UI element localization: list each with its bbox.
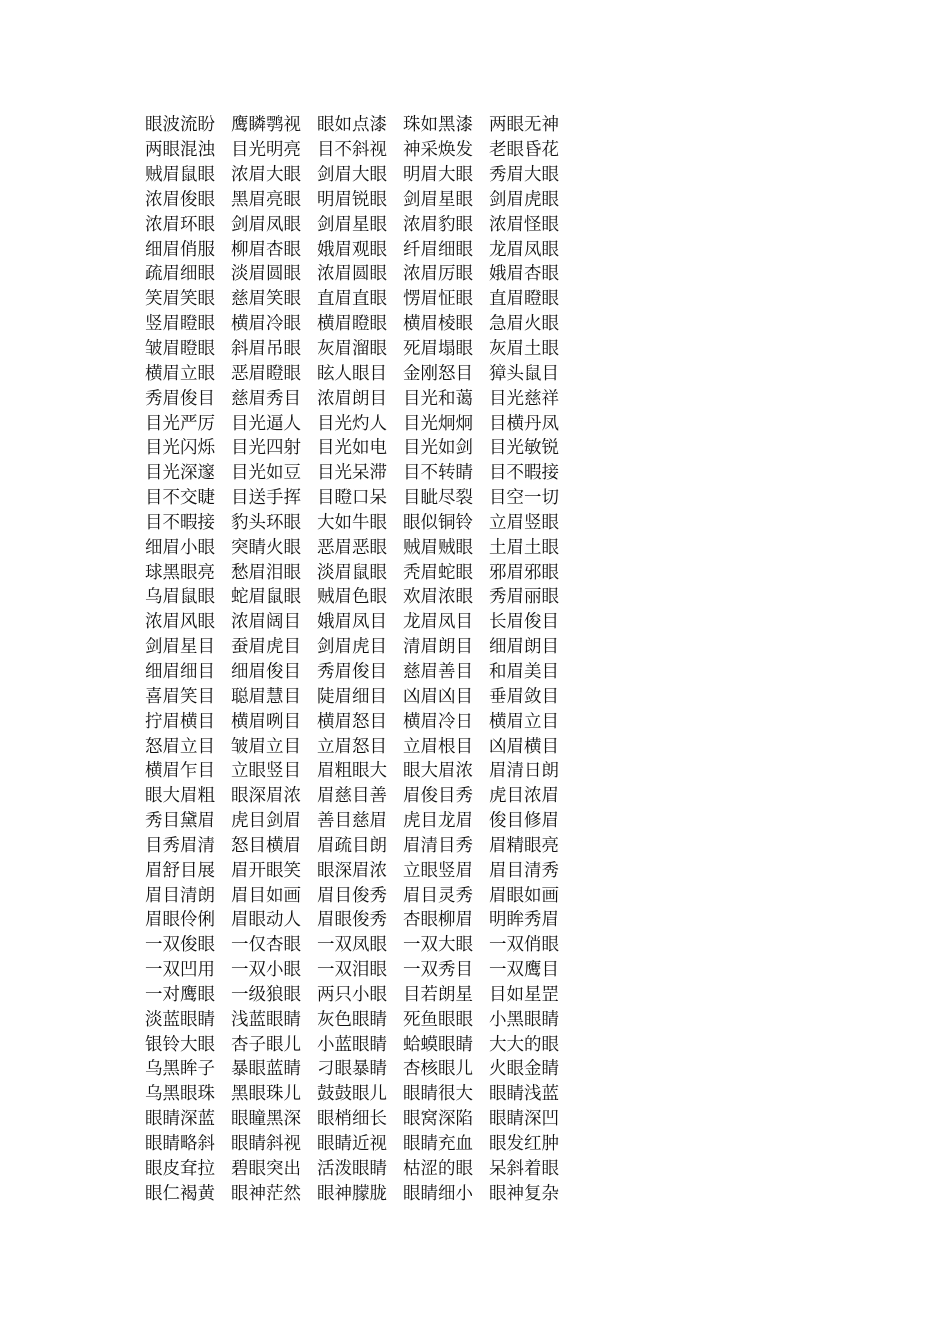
phrase-cell: 虎目龙眉 bbox=[403, 811, 473, 832]
phrase-cell: 秀眉丽眼 bbox=[489, 587, 559, 608]
phrase-cell: 目光敏锐 bbox=[489, 438, 559, 459]
phrase-cell: 刁眼暴睛 bbox=[317, 1059, 387, 1080]
phrase-row bbox=[145, 212, 585, 237]
phrase-cell: 珠如黑漆 bbox=[403, 115, 473, 136]
phrase-cell: 眼睛斜视 bbox=[231, 1134, 301, 1155]
phrase-cell: 横眉瞪眼 bbox=[317, 314, 387, 335]
phrase-row bbox=[145, 983, 585, 1008]
phrase-cell: 剑眉凤眼 bbox=[231, 214, 301, 235]
phrase-row bbox=[145, 660, 585, 685]
phrase-cell: 眼仁褐黄 bbox=[145, 1183, 215, 1204]
phrase-cell: 剑眉大眼 bbox=[317, 165, 387, 186]
phrase-cell: 一双俊眼 bbox=[145, 935, 215, 956]
phrase-cell: 娥眉杏眼 bbox=[489, 264, 559, 285]
phrase-row bbox=[145, 560, 585, 585]
phrase-cell: 活泼眼睛 bbox=[317, 1158, 387, 1179]
phrase-row bbox=[145, 1082, 585, 1107]
phrase-row bbox=[145, 411, 585, 436]
phrase-cell: 眼神茫然 bbox=[231, 1183, 301, 1204]
phrase-cell: 一双大眼 bbox=[403, 935, 473, 956]
phrase-cell: 秀眉俊目 bbox=[317, 661, 387, 682]
phrase-cell: 暴眼蓝睛 bbox=[231, 1059, 301, 1080]
phrase-cell: 陡眉细目 bbox=[317, 686, 387, 707]
phrase-cell: 恶眉恶眼 bbox=[317, 537, 387, 558]
phrase-cell: 柳眉杏眼 bbox=[231, 239, 301, 260]
phrase-cell: 碧眼突出 bbox=[231, 1158, 301, 1179]
phrase-cell: 目瞪口呆 bbox=[317, 488, 387, 509]
phrase-cell: 龙眉凤眼 bbox=[489, 239, 559, 260]
phrase-cell: 细眉朗目 bbox=[489, 637, 559, 658]
phrase-cell: 眼似铜铃 bbox=[403, 512, 473, 533]
phrase-cell: 明眉大眼 bbox=[403, 165, 473, 186]
phrase-cell: 神采焕发 bbox=[403, 140, 473, 161]
phrase-cell: 直眉直眼 bbox=[317, 289, 387, 310]
phrase-cell: 眼神复杂 bbox=[489, 1183, 559, 1204]
phrase-cell: 眉开眼笑 bbox=[231, 860, 301, 881]
phrase-cell: 淡眉鼠眼 bbox=[317, 562, 387, 583]
phrase-row bbox=[145, 784, 585, 809]
phrase-cell: 小黑眼睛 bbox=[489, 1009, 559, 1030]
phrase-row bbox=[145, 1156, 585, 1181]
phrase-cell: 鹰瞵鹗视 bbox=[231, 115, 301, 136]
phrase-cell: 目不交睫 bbox=[145, 488, 215, 509]
phrase-cell: 乌黑眸子 bbox=[145, 1059, 215, 1080]
phrase-cell: 一双俏眼 bbox=[489, 935, 559, 956]
phrase-cell: 眉清目秀 bbox=[403, 835, 473, 856]
phrase-row bbox=[145, 386, 585, 411]
phrase-row bbox=[145, 585, 585, 610]
phrase-cell: 眼发红肿 bbox=[489, 1134, 559, 1155]
phrase-cell: 目光深邃 bbox=[145, 463, 215, 484]
phrase-cell: 慈眉笑眼 bbox=[231, 289, 301, 310]
phrase-cell: 急眉火眼 bbox=[489, 314, 559, 335]
phrase-cell: 眼睛很大 bbox=[403, 1084, 473, 1105]
phrase-cell: 目不暇接 bbox=[145, 512, 215, 533]
phrase-cell: 笑眉笑眼 bbox=[145, 289, 215, 310]
phrase-cell: 一双小眼 bbox=[231, 960, 301, 981]
phrase-row bbox=[145, 734, 585, 759]
phrase-cell: 皱眉瞪眼 bbox=[145, 339, 215, 360]
phrase-row bbox=[145, 1032, 585, 1057]
phrase-row bbox=[145, 684, 585, 709]
phrase-cell: 浓眉朗目 bbox=[317, 388, 387, 409]
phrase-cell: 剑眉星目 bbox=[145, 637, 215, 658]
phrase-cell: 一双凹用 bbox=[145, 960, 215, 981]
phrase-cell: 浓眉风眼 bbox=[145, 612, 215, 633]
phrase-row bbox=[145, 1132, 585, 1157]
phrase-cell: 眼如点漆 bbox=[317, 115, 387, 136]
phrase-cell: 目不斜视 bbox=[317, 140, 387, 161]
phrase-row bbox=[145, 486, 585, 511]
phrase-cell: 浓眉阔目 bbox=[231, 612, 301, 633]
phrase-cell: 两眼无神 bbox=[489, 115, 559, 136]
phrase-cell: 眉眼动人 bbox=[231, 910, 301, 931]
phrase-cell: 眉眼如画 bbox=[489, 885, 559, 906]
phrase-cell: 眼睛深蓝 bbox=[145, 1109, 215, 1130]
phrase-cell: 横眉立眼 bbox=[145, 363, 215, 384]
phrase-cell: 愁眉泪眼 bbox=[231, 562, 301, 583]
phrase-row bbox=[145, 535, 585, 560]
phrase-cell: 一双鹰目 bbox=[489, 960, 559, 981]
phrase-cell: 怒目横眉 bbox=[231, 835, 301, 856]
phrase-cell: 目光严厉 bbox=[145, 413, 215, 434]
phrase-cell: 清眉朗目 bbox=[403, 637, 473, 658]
phrase-cell: 眉慈目善 bbox=[317, 786, 387, 807]
phrase-cell: 目光闪烁 bbox=[145, 438, 215, 459]
phrase-cell: 横眉立目 bbox=[489, 711, 559, 732]
phrase-cell: 眼睛浅蓝 bbox=[489, 1084, 559, 1105]
phrase-cell: 杏子眼儿 bbox=[231, 1034, 301, 1055]
phrase-cell: 浓眉圆眼 bbox=[317, 264, 387, 285]
phrase-cell: 眉目清朗 bbox=[145, 885, 215, 906]
phrase-cell: 剑眉虎目 bbox=[317, 637, 387, 658]
phrase-cell: 乌黑眼珠 bbox=[145, 1084, 215, 1105]
phrase-cell: 立眉竖眼 bbox=[489, 512, 559, 533]
phrase-cell: 眉眼俊秀 bbox=[317, 910, 387, 931]
phrase-cell: 眼波流盼 bbox=[145, 115, 215, 136]
phrase-cell: 一对鹰眼 bbox=[145, 984, 215, 1005]
phrase-cell: 立眼竖眉 bbox=[403, 860, 473, 881]
phrase-cell: 眼瞳黑深 bbox=[231, 1109, 301, 1130]
phrase-cell: 鼓鼓眼儿 bbox=[317, 1084, 387, 1105]
phrase-row bbox=[145, 287, 585, 312]
phrase-cell: 乌眉鼠眼 bbox=[145, 587, 215, 608]
phrase-cell: 目秀眉清 bbox=[145, 835, 215, 856]
phrase-cell: 蚕眉虎目 bbox=[231, 637, 301, 658]
phrase-cell: 眩人眼目 bbox=[317, 363, 387, 384]
phrase-cell: 浓眉大眼 bbox=[231, 165, 301, 186]
phrase-cell: 斜眉吊眼 bbox=[231, 339, 301, 360]
phrase-cell: 疏眉细眼 bbox=[145, 264, 215, 285]
phrase-cell: 眼睛深凹 bbox=[489, 1109, 559, 1130]
phrase-cell: 立眉怒目 bbox=[317, 736, 387, 757]
phrase-row bbox=[145, 312, 585, 337]
phrase-cell: 纤眉细眼 bbox=[403, 239, 473, 260]
phrase-cell: 横眉冷日 bbox=[403, 711, 473, 732]
phrase-table bbox=[145, 113, 585, 1206]
phrase-cell: 秀眉俊目 bbox=[145, 388, 215, 409]
phrase-cell: 豹头环眼 bbox=[231, 512, 301, 533]
phrase-cell: 目横丹凤 bbox=[489, 413, 559, 434]
phrase-cell: 大大的眼 bbox=[489, 1034, 559, 1055]
phrase-cell: 聪眉慧目 bbox=[231, 686, 301, 707]
phrase-cell: 目光如剑 bbox=[403, 438, 473, 459]
phrase-cell: 贼眉贼眼 bbox=[403, 537, 473, 558]
phrase-cell: 横眉乍目 bbox=[145, 761, 215, 782]
phrase-cell: 目不转睛 bbox=[403, 463, 473, 484]
phrase-cell: 目光呆滞 bbox=[317, 463, 387, 484]
phrase-cell: 立眼竖目 bbox=[231, 761, 301, 782]
phrase-cell: 目光慈祥 bbox=[489, 388, 559, 409]
phrase-cell: 眼大眉粗 bbox=[145, 786, 215, 807]
phrase-cell: 目光明亮 bbox=[231, 140, 301, 161]
phrase-cell: 横眉咧目 bbox=[231, 711, 301, 732]
phrase-cell: 一双泪眼 bbox=[317, 960, 387, 981]
phrase-cell: 呆斜着眼 bbox=[489, 1158, 559, 1179]
phrase-cell: 细眉俏服 bbox=[145, 239, 215, 260]
phrase-cell: 一双凤眼 bbox=[317, 935, 387, 956]
phrase-cell: 灰眉溜眼 bbox=[317, 339, 387, 360]
phrase-cell: 喜眉笑目 bbox=[145, 686, 215, 707]
phrase-cell: 横眉棱眼 bbox=[403, 314, 473, 335]
phrase-cell: 眉粗眼大 bbox=[317, 761, 387, 782]
phrase-cell: 眉精眼亮 bbox=[489, 835, 559, 856]
phrase-cell: 金刚怒目 bbox=[403, 363, 473, 384]
phrase-cell: 土眉土眼 bbox=[489, 537, 559, 558]
phrase-cell: 目若朗星 bbox=[403, 984, 473, 1005]
phrase-cell: 竖眉瞪眼 bbox=[145, 314, 215, 335]
phrase-cell: 娥眉凤目 bbox=[317, 612, 387, 633]
phrase-row bbox=[145, 1057, 585, 1082]
phrase-cell: 皱眉立目 bbox=[231, 736, 301, 757]
phrase-cell: 长眉俊目 bbox=[489, 612, 559, 633]
phrase-cell: 凶眉横目 bbox=[489, 736, 559, 757]
phrase-cell: 眼神朦胧 bbox=[317, 1183, 387, 1204]
phrase-cell: 眉眼伶俐 bbox=[145, 910, 215, 931]
phrase-cell: 眼皮耷拉 bbox=[145, 1158, 215, 1179]
phrase-cell: 秀目黛眉 bbox=[145, 811, 215, 832]
phrase-cell: 眉俊目秀 bbox=[403, 786, 473, 807]
phrase-cell: 浓眉豹眼 bbox=[403, 214, 473, 235]
phrase-row bbox=[145, 833, 585, 858]
phrase-cell: 目光和蔼 bbox=[403, 388, 473, 409]
phrase-row bbox=[145, 511, 585, 536]
phrase-cell: 枯涩的眼 bbox=[403, 1158, 473, 1179]
phrase-cell: 眉目清秀 bbox=[489, 860, 559, 881]
phrase-cell: 怒眉立目 bbox=[145, 736, 215, 757]
phrase-cell: 杏眼柳眉 bbox=[403, 910, 473, 931]
phrase-cell: 明眉锐眼 bbox=[317, 189, 387, 210]
phrase-cell: 龙眉凤目 bbox=[403, 612, 473, 633]
phrase-cell: 灰眉土眼 bbox=[489, 339, 559, 360]
phrase-cell: 眼睛充血 bbox=[403, 1134, 473, 1155]
phrase-row bbox=[145, 610, 585, 635]
phrase-cell: 贼眉鼠眼 bbox=[145, 165, 215, 186]
phrase-row bbox=[145, 361, 585, 386]
phrase-cell: 黑眉亮眼 bbox=[231, 189, 301, 210]
phrase-cell: 俊目修眉 bbox=[489, 811, 559, 832]
phrase-cell: 剑眉星眼 bbox=[317, 214, 387, 235]
phrase-cell: 目眦尽裂 bbox=[403, 488, 473, 509]
phrase-cell: 眉舒目展 bbox=[145, 860, 215, 881]
phrase-cell: 细眉小眼 bbox=[145, 537, 215, 558]
phrase-row bbox=[145, 958, 585, 983]
phrase-cell: 蛤蟆眼睛 bbox=[403, 1034, 473, 1055]
phrase-cell: 娥眉观眼 bbox=[317, 239, 387, 260]
phrase-cell: 剑眉虎眼 bbox=[489, 189, 559, 210]
phrase-cell: 剑眉星眼 bbox=[403, 189, 473, 210]
phrase-cell: 慈眉秀目 bbox=[231, 388, 301, 409]
phrase-cell: 目如星罡 bbox=[489, 984, 559, 1005]
phrase-cell: 眼窝深陷 bbox=[403, 1109, 473, 1130]
phrase-cell: 浓眉环眼 bbox=[145, 214, 215, 235]
phrase-cell: 灰色眼睛 bbox=[317, 1009, 387, 1030]
phrase-cell: 垂眉敛目 bbox=[489, 686, 559, 707]
phrase-cell: 一级狼眼 bbox=[231, 984, 301, 1005]
phrase-row bbox=[145, 163, 585, 188]
phrase-cell: 直眉瞪眼 bbox=[489, 289, 559, 310]
phrase-cell: 恶眉瞪眼 bbox=[231, 363, 301, 384]
phrase-cell: 眉清日朗 bbox=[489, 761, 559, 782]
phrase-cell: 浓眉怪眼 bbox=[489, 214, 559, 235]
phrase-cell: 眉目俊秀 bbox=[317, 885, 387, 906]
phrase-row bbox=[145, 1181, 585, 1206]
phrase-cell: 凶眉凶目 bbox=[403, 686, 473, 707]
phrase-cell: 眼睛略斜 bbox=[145, 1134, 215, 1155]
phrase-row bbox=[145, 337, 585, 362]
phrase-cell: 目光四射 bbox=[231, 438, 301, 459]
phrase-cell: 浓眉俊眼 bbox=[145, 189, 215, 210]
phrase-row bbox=[145, 262, 585, 287]
phrase-row bbox=[145, 759, 585, 784]
phrase-cell: 两只小眼 bbox=[317, 984, 387, 1005]
phrase-cell: 眼睛近视 bbox=[317, 1134, 387, 1155]
phrase-row bbox=[145, 1007, 585, 1032]
phrase-row bbox=[145, 809, 585, 834]
phrase-cell: 火眼金睛 bbox=[489, 1059, 559, 1080]
phrase-cell: 细眉细目 bbox=[145, 661, 215, 682]
phrase-cell: 虎目浓眉 bbox=[489, 786, 559, 807]
phrase-cell: 愣眉怔眼 bbox=[403, 289, 473, 310]
phrase-row bbox=[145, 883, 585, 908]
phrase-cell: 蛇眉鼠眼 bbox=[231, 587, 301, 608]
phrase-cell: 一仅杏眼 bbox=[231, 935, 301, 956]
phrase-cell: 目光逼人 bbox=[231, 413, 301, 434]
phrase-cell: 目送手挥 bbox=[231, 488, 301, 509]
phrase-row bbox=[145, 237, 585, 262]
phrase-cell: 浓眉厉眼 bbox=[403, 264, 473, 285]
phrase-cell: 立眉根目 bbox=[403, 736, 473, 757]
phrase-cell: 眼梢细长 bbox=[317, 1109, 387, 1130]
phrase-cell: 明眸秀眉 bbox=[489, 910, 559, 931]
phrase-cell: 眉疏目朗 bbox=[317, 835, 387, 856]
phrase-cell: 秀眉大眼 bbox=[489, 165, 559, 186]
phrase-row bbox=[145, 138, 585, 163]
phrase-cell: 虎目剑眉 bbox=[231, 811, 301, 832]
phrase-cell: 贼眉色眼 bbox=[317, 587, 387, 608]
phrase-cell: 死眉塌眼 bbox=[403, 339, 473, 360]
phrase-cell: 目光灼人 bbox=[317, 413, 387, 434]
phrase-cell: 横眉怒目 bbox=[317, 711, 387, 732]
phrase-cell: 眼睛细小 bbox=[403, 1183, 473, 1204]
phrase-cell: 眉目如画 bbox=[231, 885, 301, 906]
phrase-cell: 善目慈眉 bbox=[317, 811, 387, 832]
phrase-row bbox=[145, 709, 585, 734]
phrase-cell: 和眉美目 bbox=[489, 661, 559, 682]
phrase-cell: 细眉俊目 bbox=[231, 661, 301, 682]
phrase-cell: 拧眉横目 bbox=[145, 711, 215, 732]
phrase-cell: 淡蓝眼睛 bbox=[145, 1009, 215, 1030]
phrase-cell: 老眼昏花 bbox=[489, 140, 559, 161]
phrase-cell: 突睛火眼 bbox=[231, 537, 301, 558]
phrase-cell: 大如牛眼 bbox=[317, 512, 387, 533]
phrase-cell: 一双秀目 bbox=[403, 960, 473, 981]
phrase-cell: 淡眉圆眼 bbox=[231, 264, 301, 285]
phrase-row bbox=[145, 933, 585, 958]
phrase-cell: 死鱼眼眼 bbox=[403, 1009, 473, 1030]
phrase-row bbox=[145, 436, 585, 461]
phrase-cell: 眼大眉浓 bbox=[403, 761, 473, 782]
phrase-row bbox=[145, 113, 585, 138]
phrase-cell: 杏核眼儿 bbox=[403, 1059, 473, 1080]
phrase-row bbox=[145, 908, 585, 933]
phrase-cell: 浅蓝眼睛 bbox=[231, 1009, 301, 1030]
phrase-cell: 欢眉浓眼 bbox=[403, 587, 473, 608]
phrase-cell: 眉目灵秀 bbox=[403, 885, 473, 906]
phrase-cell: 目空一切 bbox=[489, 488, 559, 509]
phrase-cell: 球黑眼亮 bbox=[145, 562, 215, 583]
phrase-cell: 目光如豆 bbox=[231, 463, 301, 484]
phrase-cell: 目不暇接 bbox=[489, 463, 559, 484]
phrase-cell: 小蓝眼睛 bbox=[317, 1034, 387, 1055]
phrase-cell: 横眉冷眼 bbox=[231, 314, 301, 335]
phrase-cell: 目光炯炯 bbox=[403, 413, 473, 434]
phrase-row bbox=[145, 188, 585, 213]
phrase-cell: 眼深眉浓 bbox=[317, 860, 387, 881]
phrase-cell: 两眼混浊 bbox=[145, 140, 215, 161]
phrase-cell: 獐头鼠目 bbox=[489, 363, 559, 384]
phrase-cell: 邪眉邪眼 bbox=[489, 562, 559, 583]
phrase-row bbox=[145, 858, 585, 883]
phrase-row bbox=[145, 635, 585, 660]
phrase-cell: 眼深眉浓 bbox=[231, 786, 301, 807]
phrase-row bbox=[145, 461, 585, 486]
phrase-cell: 黑眼珠儿 bbox=[231, 1084, 301, 1105]
phrase-cell: 慈眉善目 bbox=[403, 661, 473, 682]
phrase-cell: 秃眉蛇眼 bbox=[403, 562, 473, 583]
phrase-cell: 目光如电 bbox=[317, 438, 387, 459]
phrase-row bbox=[145, 1107, 585, 1132]
phrase-cell: 银铃大眼 bbox=[145, 1034, 215, 1055]
